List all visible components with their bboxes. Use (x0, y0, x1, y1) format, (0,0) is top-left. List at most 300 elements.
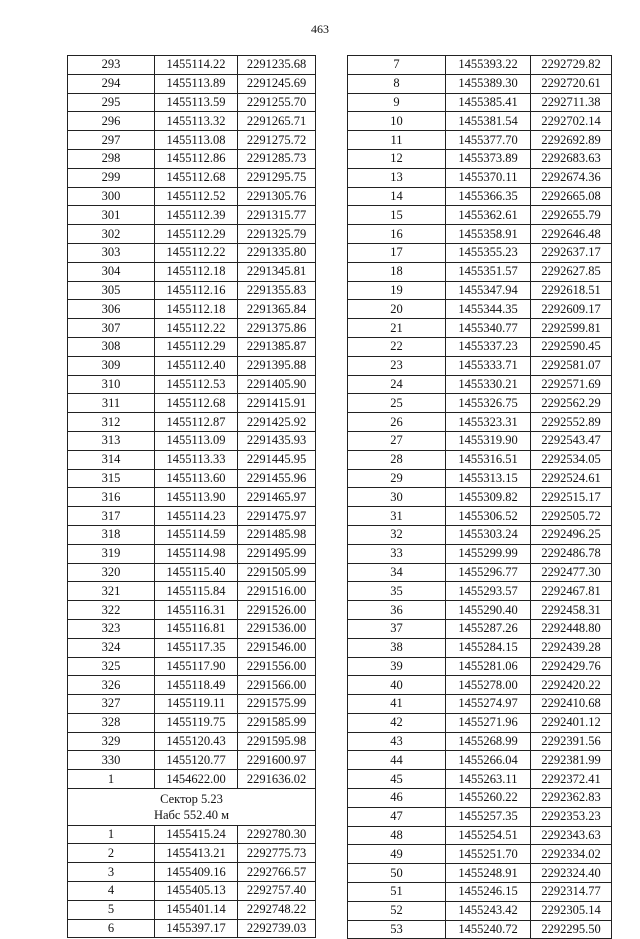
table-row (348, 695, 612, 714)
y-coordinate-cell: 2292543.47 (531, 431, 612, 450)
page-number: 463 (311, 22, 329, 36)
x-coordinate-cell: 1455257.35 (446, 807, 531, 826)
x-coordinate-cell: 1455113.09 (155, 431, 238, 450)
x-coordinate-cell: 1455333.71 (446, 356, 531, 375)
table-row (348, 281, 612, 300)
y-coordinate-cell: 2292429.76 (531, 657, 612, 676)
y-coordinate-cell: 2291285.73 (238, 149, 316, 168)
x-coordinate-cell: 1455112.87 (155, 413, 238, 432)
x-coordinate-cell: 1455113.60 (155, 469, 238, 488)
y-coordinate-cell: 2291295.75 (238, 168, 316, 187)
point-number-cell: 330 (68, 751, 155, 770)
x-coordinate-cell: 1455337.23 (446, 337, 531, 356)
y-coordinate-cell: 2291405.90 (238, 375, 316, 394)
point-number-cell: 301 (68, 206, 155, 225)
x-coordinate-cell: 1455251.70 (446, 845, 531, 864)
table-row (68, 507, 316, 526)
y-coordinate-cell: 2292534.05 (531, 450, 612, 469)
point-number-cell: 27 (348, 431, 446, 450)
table-row (348, 375, 612, 394)
x-coordinate-cell: 1455254.51 (446, 826, 531, 845)
table-row (68, 676, 316, 695)
y-coordinate-cell: 2292391.56 (531, 732, 612, 751)
point-number-cell: 17 (348, 243, 446, 262)
table-row (348, 131, 612, 150)
table-row (348, 732, 612, 751)
y-coordinate-cell: 2292571.69 (531, 375, 612, 394)
x-coordinate-cell: 1455358.91 (446, 225, 531, 244)
x-coordinate-cell: 1455344.35 (446, 300, 531, 319)
x-coordinate-cell: 1455112.29 (155, 225, 238, 244)
y-coordinate-cell: 2291595.98 (238, 732, 316, 751)
point-number-cell: 18 (348, 262, 446, 281)
y-coordinate-cell: 2291335.80 (238, 243, 316, 262)
point-number-cell: 29 (348, 469, 446, 488)
point-number-cell: 48 (348, 826, 446, 845)
point-number-cell: 33 (348, 544, 446, 563)
x-coordinate-cell: 1455413.21 (155, 844, 238, 863)
table-row (348, 187, 612, 206)
table-row (68, 770, 316, 789)
y-coordinate-cell: 2291495.99 (238, 544, 316, 563)
y-coordinate-cell: 2291485.98 (238, 525, 316, 544)
table-row (348, 225, 612, 244)
table-row (68, 525, 316, 544)
table-row (348, 807, 612, 826)
y-coordinate-cell: 2292334.02 (531, 845, 612, 864)
table-row (348, 657, 612, 676)
table-row (68, 863, 316, 882)
y-coordinate-cell: 2292448.80 (531, 619, 612, 638)
point-number-cell: 305 (68, 281, 155, 300)
x-coordinate-cell: 1455401.14 (155, 900, 238, 919)
table-row (68, 450, 316, 469)
table-row (68, 300, 316, 319)
y-coordinate-cell: 2292486.78 (531, 544, 612, 563)
y-coordinate-cell: 2291600.97 (238, 751, 316, 770)
x-coordinate-cell: 1455112.22 (155, 243, 238, 262)
y-coordinate-cell: 2291255.70 (238, 93, 316, 112)
y-coordinate-cell: 2292477.30 (531, 563, 612, 582)
x-coordinate-cell: 1455113.89 (155, 74, 238, 93)
y-coordinate-cell: 2291575.99 (238, 695, 316, 714)
point-number-cell: 51 (348, 883, 446, 902)
point-number-cell: 307 (68, 319, 155, 338)
x-coordinate-cell: 1455113.32 (155, 112, 238, 131)
y-coordinate-cell: 2292702.14 (531, 112, 612, 131)
table-row (68, 394, 316, 413)
x-coordinate-cell: 1455263.11 (446, 770, 531, 789)
x-coordinate-cell: 1455284.15 (446, 638, 531, 657)
x-coordinate-cell: 1455366.35 (446, 187, 531, 206)
point-number-cell: 304 (68, 262, 155, 281)
point-number-cell: 31 (348, 507, 446, 526)
point-number-cell: 313 (68, 431, 155, 450)
x-coordinate-cell: 1455113.33 (155, 450, 238, 469)
point-number-cell: 298 (68, 149, 155, 168)
table-row (68, 281, 316, 300)
y-coordinate-cell: 2292780.30 (238, 825, 316, 844)
y-coordinate-cell: 2292711.38 (531, 93, 612, 112)
y-coordinate-cell: 2291636.02 (238, 770, 316, 789)
point-number-cell: 13 (348, 168, 446, 187)
table-row (348, 93, 612, 112)
y-coordinate-cell: 2292372.41 (531, 770, 612, 789)
x-coordinate-cell: 1455116.31 (155, 601, 238, 620)
table-row (348, 488, 612, 507)
table-row (68, 112, 316, 131)
x-coordinate-cell: 1455113.90 (155, 488, 238, 507)
y-coordinate-cell: 2292343.63 (531, 826, 612, 845)
x-coordinate-cell: 1455246.15 (446, 883, 531, 902)
point-number-cell: 45 (348, 770, 446, 789)
y-coordinate-cell: 2291245.69 (238, 74, 316, 93)
y-coordinate-cell: 2291315.77 (238, 206, 316, 225)
point-number-cell: 308 (68, 337, 155, 356)
x-coordinate-cell: 1455373.89 (446, 149, 531, 168)
table-row (348, 638, 612, 657)
y-coordinate-cell: 2292766.57 (238, 863, 316, 882)
y-coordinate-cell: 2292353.23 (531, 807, 612, 826)
table-row (68, 544, 316, 563)
y-coordinate-cell: 2292420.22 (531, 676, 612, 695)
x-coordinate-cell: 1455397.17 (155, 919, 238, 938)
y-coordinate-cell: 2291355.83 (238, 281, 316, 300)
y-coordinate-cell: 2291516.00 (238, 582, 316, 601)
point-number-cell: 11 (348, 131, 446, 150)
point-number-cell: 312 (68, 413, 155, 432)
x-coordinate-cell: 1455119.75 (155, 713, 238, 732)
table-row (348, 56, 612, 75)
table-row (348, 112, 612, 131)
y-coordinate-cell: 2292757.40 (238, 882, 316, 901)
point-number-cell: 294 (68, 74, 155, 93)
table-row (348, 601, 612, 620)
table-row (348, 864, 612, 883)
x-coordinate-cell: 1455112.16 (155, 281, 238, 300)
x-coordinate-cell: 1455370.11 (446, 168, 531, 187)
table-row (348, 243, 612, 262)
y-coordinate-cell: 2292692.89 (531, 131, 612, 150)
table-row (68, 751, 316, 770)
table-row (348, 262, 612, 281)
table-row (68, 825, 316, 844)
y-coordinate-cell: 2292683.63 (531, 149, 612, 168)
y-coordinate-cell: 2292295.50 (531, 920, 612, 939)
x-coordinate-cell: 1455326.75 (446, 394, 531, 413)
table-row (68, 619, 316, 638)
table-row (68, 206, 316, 225)
point-number-cell: 24 (348, 375, 446, 394)
x-coordinate-cell: 1455281.06 (446, 657, 531, 676)
y-coordinate-cell: 2291305.76 (238, 187, 316, 206)
table-row (348, 901, 612, 920)
table-row (68, 713, 316, 732)
y-coordinate-cell: 2292324.40 (531, 864, 612, 883)
x-coordinate-cell: 1455274.97 (446, 695, 531, 714)
point-number-cell: 22 (348, 337, 446, 356)
table-row (68, 356, 316, 375)
x-coordinate-cell: 1455316.51 (446, 450, 531, 469)
y-coordinate-cell: 2291345.81 (238, 262, 316, 281)
y-coordinate-cell: 2292467.81 (531, 582, 612, 601)
table-row (348, 525, 612, 544)
x-coordinate-cell: 1455112.18 (155, 262, 238, 281)
table-row (68, 844, 316, 863)
y-coordinate-cell: 2292729.82 (531, 56, 612, 75)
table-row (348, 206, 612, 225)
point-number-cell: 327 (68, 695, 155, 714)
y-coordinate-cell: 2292562.29 (531, 394, 612, 413)
x-coordinate-cell: 1455306.52 (446, 507, 531, 526)
y-coordinate-cell: 2292401.12 (531, 713, 612, 732)
table-row (68, 149, 316, 168)
point-number-cell: 5 (68, 900, 155, 919)
x-coordinate-cell: 1455303.24 (446, 525, 531, 544)
y-coordinate-cell: 2291455.96 (238, 469, 316, 488)
x-coordinate-cell: 1455248.91 (446, 864, 531, 883)
x-coordinate-cell: 1455120.43 (155, 732, 238, 751)
table-row (348, 619, 612, 638)
table-row (68, 695, 316, 714)
table-row (348, 149, 612, 168)
point-number-cell: 306 (68, 300, 155, 319)
sector-header-row (68, 789, 316, 826)
point-number-cell: 3 (68, 863, 155, 882)
x-coordinate-cell: 1455330.21 (446, 375, 531, 394)
x-coordinate-cell: 1455117.90 (155, 657, 238, 676)
table-row (348, 469, 612, 488)
point-number-cell: 2 (68, 844, 155, 863)
point-number-cell: 315 (68, 469, 155, 488)
x-coordinate-cell: 1455381.54 (446, 112, 531, 131)
point-number-cell: 15 (348, 206, 446, 225)
table-row (68, 919, 316, 938)
sector-title: Сектор 5.23 (160, 791, 223, 806)
point-number-cell: 44 (348, 751, 446, 770)
y-coordinate-cell: 2291585.99 (238, 713, 316, 732)
x-coordinate-cell: 1455409.16 (155, 863, 238, 882)
coordinates-table-right (347, 55, 612, 939)
point-number-cell: 299 (68, 168, 155, 187)
x-coordinate-cell: 1455278.00 (446, 676, 531, 695)
table-row (68, 601, 316, 620)
x-coordinate-cell: 1455114.23 (155, 507, 238, 526)
point-number-cell: 293 (68, 56, 155, 75)
point-number-cell: 25 (348, 394, 446, 413)
table-row (68, 413, 316, 432)
point-number-cell: 49 (348, 845, 446, 864)
point-number-cell: 317 (68, 507, 155, 526)
table-row (68, 187, 316, 206)
x-coordinate-cell: 1454622.00 (155, 770, 238, 789)
table-row (68, 488, 316, 507)
point-number-cell: 296 (68, 112, 155, 131)
y-coordinate-cell: 2292609.17 (531, 300, 612, 319)
y-coordinate-cell: 2291445.95 (238, 450, 316, 469)
point-number-cell: 297 (68, 131, 155, 150)
y-coordinate-cell: 2292439.28 (531, 638, 612, 657)
table-row (68, 882, 316, 901)
y-coordinate-cell: 2292748.22 (238, 900, 316, 919)
table-row (68, 243, 316, 262)
y-coordinate-cell: 2291546.00 (238, 638, 316, 657)
point-number-cell: 4 (68, 882, 155, 901)
y-coordinate-cell: 2292739.03 (238, 919, 316, 938)
y-coordinate-cell: 2292305.14 (531, 901, 612, 920)
point-number-cell: 321 (68, 582, 155, 601)
point-number-cell: 328 (68, 713, 155, 732)
table-row (68, 657, 316, 676)
point-number-cell: 326 (68, 676, 155, 695)
table-row (348, 394, 612, 413)
table-row (348, 582, 612, 601)
y-coordinate-cell: 2291325.79 (238, 225, 316, 244)
x-coordinate-cell: 1455112.52 (155, 187, 238, 206)
x-coordinate-cell: 1455114.59 (155, 525, 238, 544)
y-coordinate-cell: 2292458.31 (531, 601, 612, 620)
y-coordinate-cell: 2292314.77 (531, 883, 612, 902)
x-coordinate-cell: 1455117.35 (155, 638, 238, 657)
point-number-cell: 52 (348, 901, 446, 920)
table-row (348, 337, 612, 356)
y-coordinate-cell: 2292410.68 (531, 695, 612, 714)
table-row (68, 262, 316, 281)
y-coordinate-cell: 2292627.85 (531, 262, 612, 281)
y-coordinate-cell: 2291425.92 (238, 413, 316, 432)
point-number-cell: 7 (348, 56, 446, 75)
point-number-cell: 35 (348, 582, 446, 601)
point-number-cell: 311 (68, 394, 155, 413)
table-row (348, 789, 612, 808)
point-number-cell: 30 (348, 488, 446, 507)
point-number-cell: 325 (68, 657, 155, 676)
table-row (348, 826, 612, 845)
y-coordinate-cell: 2291415.91 (238, 394, 316, 413)
x-coordinate-cell: 1455112.68 (155, 168, 238, 187)
x-coordinate-cell: 1455362.61 (446, 206, 531, 225)
point-number-cell: 318 (68, 525, 155, 544)
table-row (348, 845, 612, 864)
right-table-rows (348, 56, 612, 939)
y-coordinate-cell: 2292775.73 (238, 844, 316, 863)
table-row (68, 900, 316, 919)
table-row (348, 713, 612, 732)
point-number-cell: 300 (68, 187, 155, 206)
point-number-cell: 28 (348, 450, 446, 469)
y-coordinate-cell: 2291465.97 (238, 488, 316, 507)
point-number-cell: 316 (68, 488, 155, 507)
point-number-cell: 295 (68, 93, 155, 112)
y-coordinate-cell: 2292362.83 (531, 789, 612, 808)
y-coordinate-cell: 2291375.86 (238, 319, 316, 338)
point-number-cell: 42 (348, 713, 446, 732)
point-number-cell: 1 (68, 770, 155, 789)
sector-header (68, 789, 316, 826)
x-coordinate-cell: 1455347.94 (446, 281, 531, 300)
y-coordinate-cell: 2292655.79 (531, 206, 612, 225)
point-number-cell: 43 (348, 732, 446, 751)
x-coordinate-cell: 1455112.18 (155, 300, 238, 319)
y-coordinate-cell: 2291505.99 (238, 563, 316, 582)
point-number-cell: 40 (348, 676, 446, 695)
x-coordinate-cell: 1455405.13 (155, 882, 238, 901)
table-row (68, 732, 316, 751)
x-coordinate-cell: 1455112.22 (155, 319, 238, 338)
point-number-cell: 26 (348, 413, 446, 432)
x-coordinate-cell: 1455415.24 (155, 825, 238, 844)
y-coordinate-cell: 2292637.17 (531, 243, 612, 262)
point-number-cell: 50 (348, 864, 446, 883)
y-coordinate-cell: 2292665.08 (531, 187, 612, 206)
point-number-cell: 303 (68, 243, 155, 262)
table-row (348, 431, 612, 450)
point-number-cell: 10 (348, 112, 446, 131)
y-coordinate-cell: 2292720.61 (531, 74, 612, 93)
x-coordinate-cell: 1455112.39 (155, 206, 238, 225)
y-coordinate-cell: 2291526.00 (238, 601, 316, 620)
point-number-cell: 32 (348, 525, 446, 544)
x-coordinate-cell: 1455323.31 (446, 413, 531, 432)
table-row (68, 93, 316, 112)
table-row (68, 431, 316, 450)
table-row (348, 300, 612, 319)
point-number-cell: 36 (348, 601, 446, 620)
sector-area: Набс 552.40 м (153, 807, 230, 822)
y-coordinate-cell: 2291385.87 (238, 337, 316, 356)
table-row (68, 131, 316, 150)
x-coordinate-cell: 1455114.22 (155, 56, 238, 75)
point-number-cell: 324 (68, 638, 155, 657)
x-coordinate-cell: 1455290.40 (446, 601, 531, 620)
point-number-cell: 314 (68, 450, 155, 469)
point-number-cell: 323 (68, 619, 155, 638)
table-row (68, 56, 316, 75)
x-coordinate-cell: 1455287.26 (446, 619, 531, 638)
table-row (348, 770, 612, 789)
x-coordinate-cell: 1455116.81 (155, 619, 238, 638)
point-number-cell: 319 (68, 544, 155, 563)
coordinates-table-left (67, 55, 316, 938)
y-coordinate-cell: 2292581.07 (531, 356, 612, 375)
point-number-cell: 41 (348, 695, 446, 714)
point-number-cell: 6 (68, 919, 155, 938)
table-row (68, 469, 316, 488)
y-coordinate-cell: 2291566.00 (238, 676, 316, 695)
table-row (348, 74, 612, 93)
point-number-cell: 23 (348, 356, 446, 375)
point-number-cell: 38 (348, 638, 446, 657)
table-row (348, 676, 612, 695)
table-row (348, 413, 612, 432)
x-coordinate-cell: 1455113.08 (155, 131, 238, 150)
x-coordinate-cell: 1455355.23 (446, 243, 531, 262)
table-row (68, 74, 316, 93)
x-coordinate-cell: 1455340.77 (446, 319, 531, 338)
y-coordinate-cell: 2291435.93 (238, 431, 316, 450)
x-coordinate-cell: 1455271.96 (446, 713, 531, 732)
x-coordinate-cell: 1455113.59 (155, 93, 238, 112)
table-row (348, 563, 612, 582)
y-coordinate-cell: 2292674.36 (531, 168, 612, 187)
y-coordinate-cell: 2291556.00 (238, 657, 316, 676)
y-coordinate-cell: 2291395.88 (238, 356, 316, 375)
point-number-cell: 14 (348, 187, 446, 206)
x-coordinate-cell: 1455260.22 (446, 789, 531, 808)
x-coordinate-cell: 1455309.82 (446, 488, 531, 507)
y-coordinate-cell: 2292524.61 (531, 469, 612, 488)
x-coordinate-cell: 1455377.70 (446, 131, 531, 150)
